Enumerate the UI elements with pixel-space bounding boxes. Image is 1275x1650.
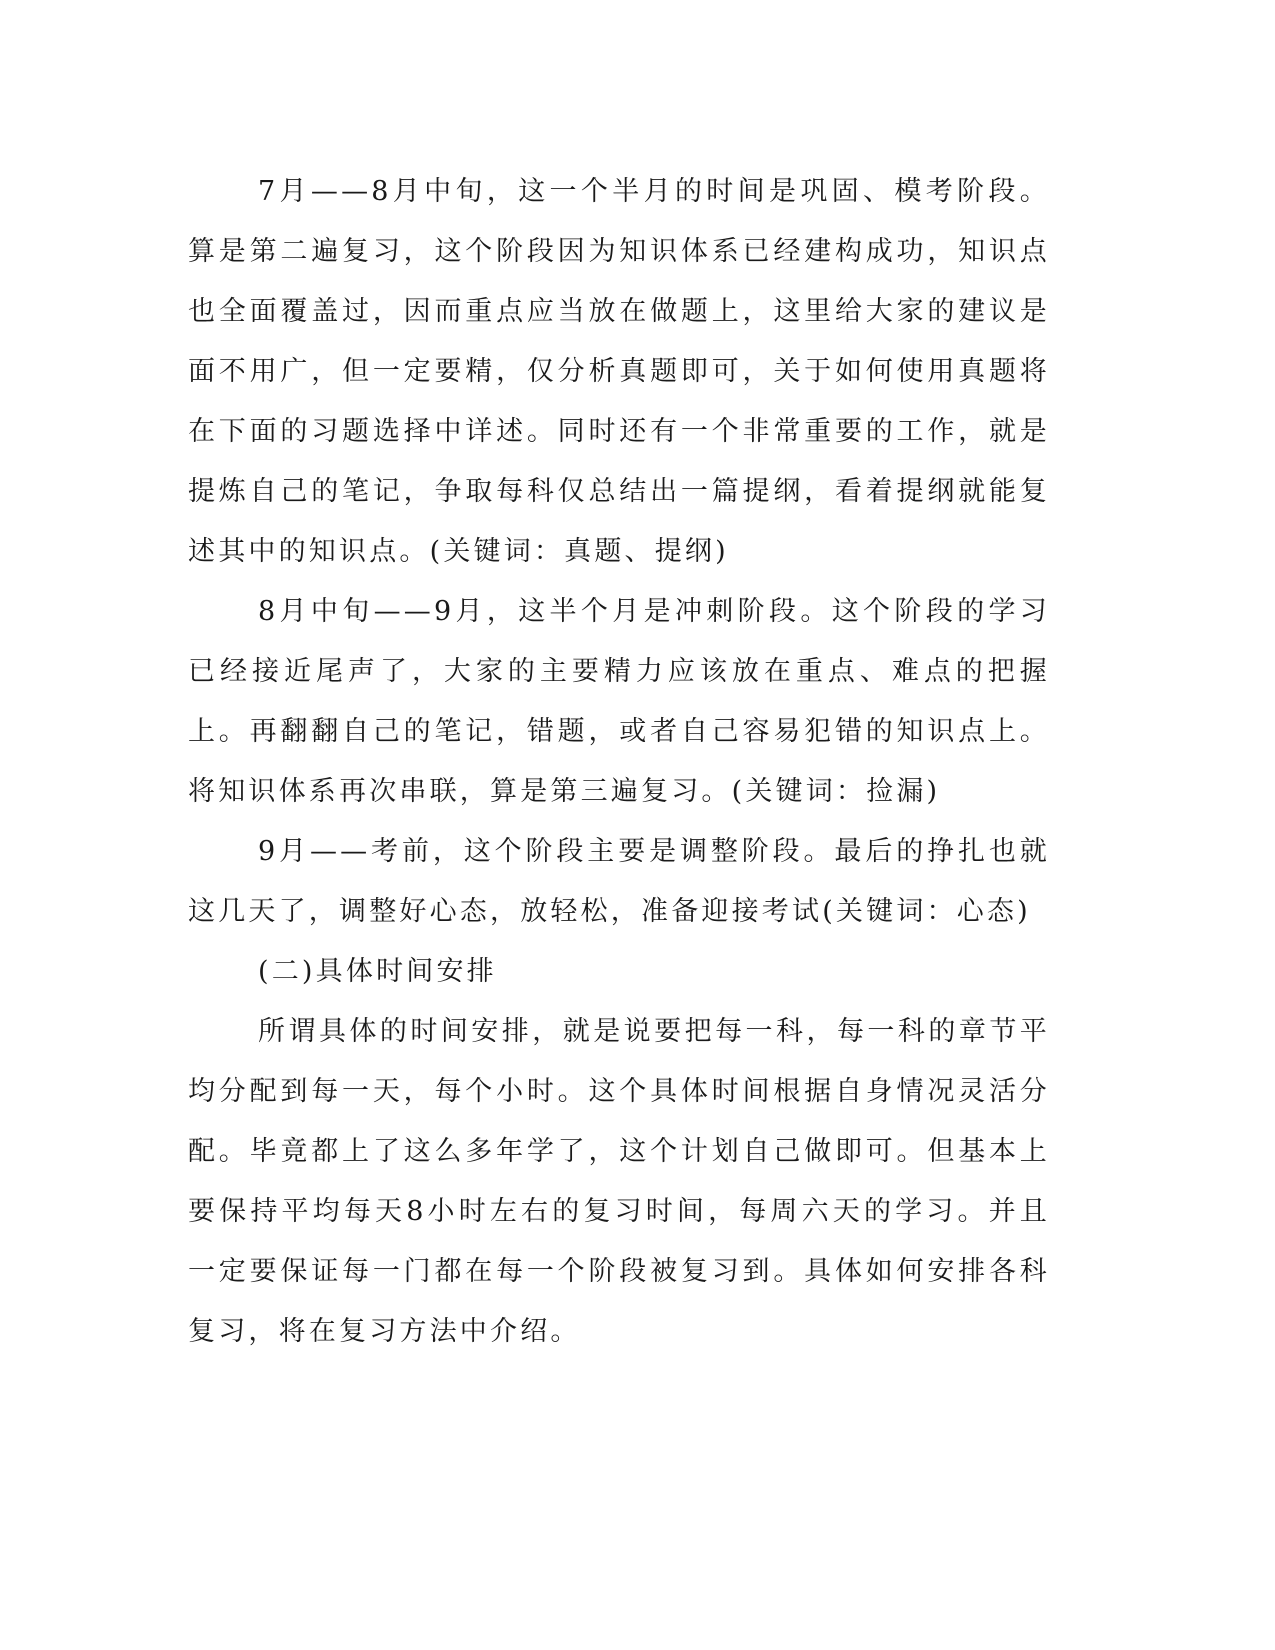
paragraph-consolidation-stage: 7月——8月中旬，这一个半月的时间是巩固、模考阶段。算是第二遍复习，这个阶段因为知识体系已经建构成功，知识点也全面覆盖过，因而重点应当放在做题上，这里给大家的建议是面不用广，但一定要精，仅分析真题即可，关于如何使用真题将在下面的习题选择中详述。同时还有一个非常重要的工作，就是提炼自己的笔记，争取每科仅总结出一篇提纲，看着提纲就能复述其中的知识点。(关键词：真题、提纲) bbox=[188, 176, 1050, 567]
document-body bbox=[188, 162, 1050, 1362]
paragraph-sprint-stage: 8月中旬——9月，这半个月是冲刺阶段。这个阶段的学习已经接近尾声了，大家的主要精力应该放在重点、难点的把握上。再翻翻自己的笔记，错题，或者自己容易犯错的知识点上。将知识体系再次串联，算是第三遍复习。(关键词：捡漏) bbox=[188, 596, 1050, 807]
section-heading-schedule: (二)具体时间安排 bbox=[258, 956, 497, 987]
paragraph-adjustment-stage: 9月——考前，这个阶段主要是调整阶段。最后的挣扎也就这几天了，调整好心态，放轻松，准备迎接考试(关键词：心态) bbox=[188, 836, 1050, 927]
paragraph-schedule-details: 所谓具体的时间安排，就是说要把每一科，每一科的章节平均分配到每一天，每个小时。这个具体时间根据自身情况灵活分配。毕竟都上了这么多年学了，这个计划自己做即可。但基本上要保持平均每天8小时左右的复习时间，每周六天的学习。并且一定要保证每一门都在每一个阶段被复习到。具体如何安排各科复习，将在复习方法中介绍。 bbox=[188, 1016, 1050, 1347]
